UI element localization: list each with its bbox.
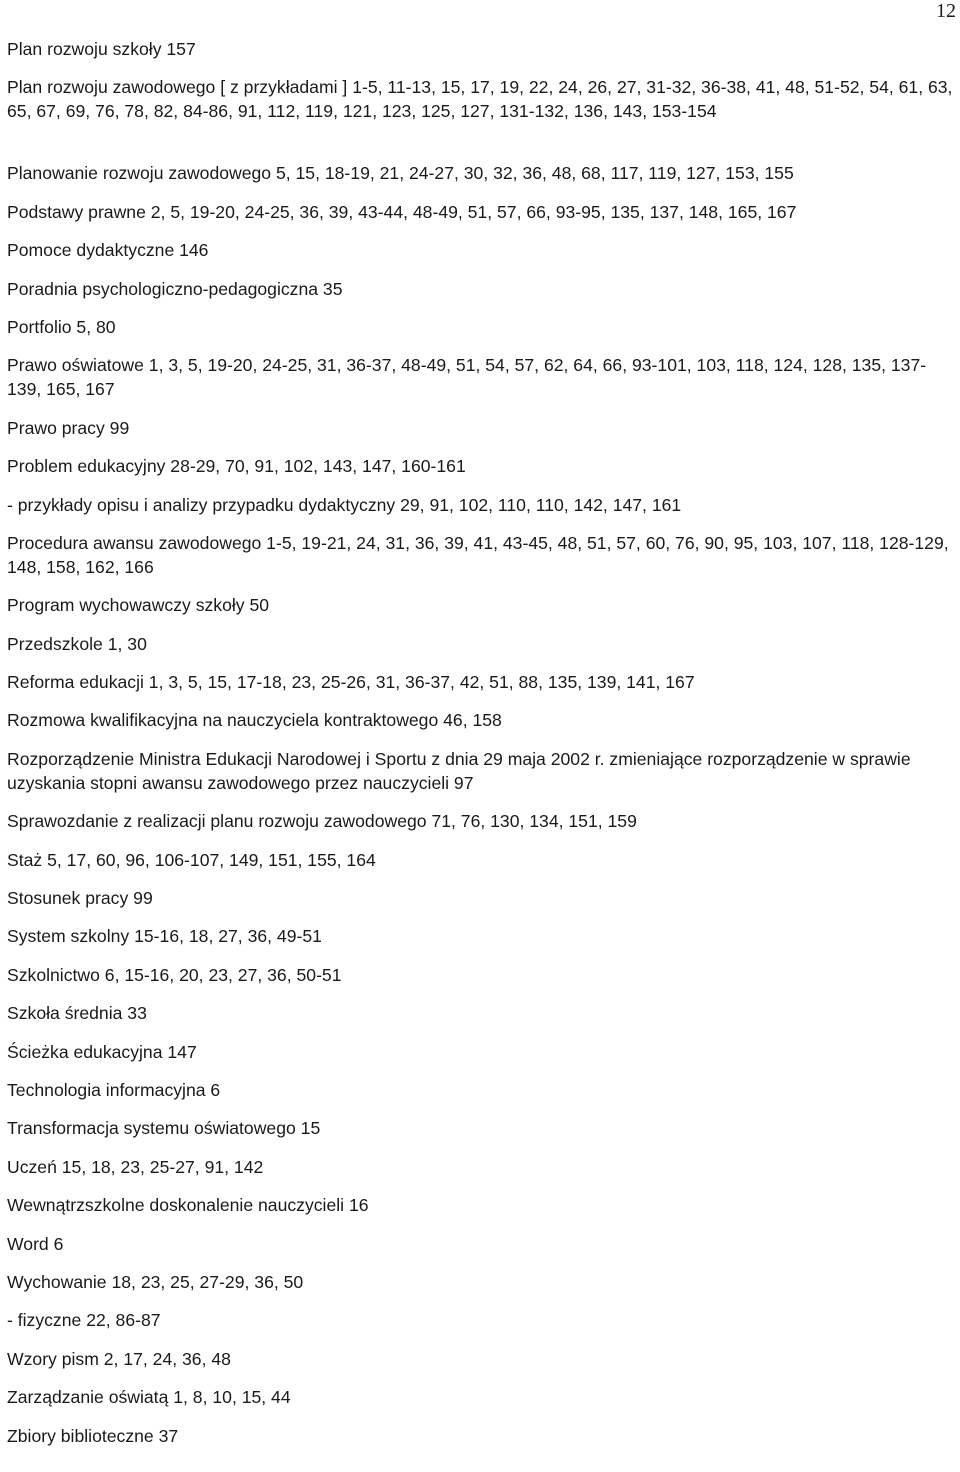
index-entry: Plan rozwoju szkoły 157: [7, 39, 196, 59]
page-number: 12: [936, 0, 956, 22]
index-subentry: - fizyczne 22, 86-87: [7, 1310, 161, 1331]
index-entry: Prawo pracy 99: [7, 417, 130, 438]
index-entry: System szkolny 15-16, 18, 27, 36, 49-51: [7, 926, 322, 947]
index-entry: Uczeń 15, 18, 23, 25-27, 91, 142: [7, 1156, 264, 1177]
index-entry: Szkolnictwo 6, 15-16, 20, 23, 27, 36, 50-51: [7, 964, 342, 985]
index-entry: Plan rozwoju zawodowego [ z przykładami ] 1-5, 11-13, 15, 17, 19, 22, 24, 26, 27, 31-32, 36-38, 41, 48, 51-52, 54, 61, 63, 65, 67, 69, 76, 78, 82, 84-86, 91, 112, 119, 121, 123, 125, 127, 131-132, 136, 143, 153-154: [7, 77, 953, 122]
index-entry: Technologia informacyjna 6: [7, 1079, 221, 1100]
index-entry: Reforma edukacji 1, 3, 5, 15, 17-18, 23, 25-26, 31, 36-37, 42, 51, 88, 135, 139, 141, 167: [7, 672, 695, 693]
index-entry: Program wychowawczy szkoły 50: [7, 595, 270, 616]
index-entry: Sprawozdanie z realizacji planu rozwoju zawodowego 71, 76, 130, 134, 151, 159: [7, 811, 637, 832]
index-entry: Poradnia psychologiczno-pedagogiczna 35: [7, 278, 343, 299]
index-entry: Portfolio 5, 80: [7, 316, 116, 337]
index-entry: Wychowanie 18, 23, 25, 27-29, 36, 50: [7, 1271, 304, 1292]
index-entry: Problem edukacyjny 28-29, 70, 91, 102, 143, 147, 160-161: [7, 456, 466, 477]
index-entry: Staż 5, 17, 60, 96, 106-107, 149, 151, 155, 164: [7, 849, 376, 870]
index-entry: Pomoce dydaktyczne 146: [7, 240, 209, 261]
index-entry: Zarządzanie oświatą 1, 8, 10, 15, 44: [7, 1387, 291, 1408]
index-entry: Przedszkole 1, 30: [7, 633, 147, 654]
index-entry: Rozmowa kwalifikacyjna na nauczyciela kontraktowego 46, 158: [7, 710, 502, 731]
index-entry: Procedura awansu zawodowego 1-5, 19-21, 24, 31, 36, 39, 41, 43-45, 48, 51, 57, 60, 76, 90, 95, 103, 107, 118, 128-129, 148, 158, 162, 166: [7, 532, 949, 577]
index-entry: Ścieżka edukacyjna 147: [7, 1041, 197, 1062]
subject-index: [7, 37, 953, 1460]
index-entry: Stosunek pracy 99: [7, 888, 153, 909]
index-subentry: - przykłady opisu i analizy przypadku dydaktyczny 29, 91, 102, 110, 110, 142, 147, 161: [7, 494, 682, 515]
index-entry: Zbiory biblioteczne 37: [7, 1425, 179, 1446]
index-entry: Szkoła średnia 33: [7, 1003, 147, 1024]
index-entry: Wzory pism 2, 17, 24, 36, 48: [7, 1348, 231, 1369]
index-entry: Word 6: [7, 1233, 64, 1254]
index-entry: Prawo oświatowe 1, 3, 5, 19-20, 24-25, 31, 36-37, 48-49, 51, 54, 57, 62, 64, 66, 93-101, 103, 118, 124, 128, 135, 137-139, 165, 167: [7, 355, 927, 400]
index-entry: Podstawy prawne 2, 5, 19-20, 24-25, 36, 39, 43-44, 48-49, 51, 57, 66, 93-95, 135, 137, 148, 165, 167: [7, 201, 797, 222]
index-entry: Transformacja systemu oświatowego 15: [7, 1118, 321, 1139]
index-entry: Wewnątrzszkolne doskonalenie nauczycieli 16: [7, 1195, 369, 1216]
index-entry: Rozporządzenie Ministra Edukacji Narodowej i Sportu z dnia 29 maja 2002 r. zmieniające rozporządzenie w sprawie uzyskania stopni awansu zawodowego przez nauczycieli 97: [7, 748, 911, 793]
index-entry: Planowanie rozwoju zawodowego 5, 15, 18-19, 21, 24-27, 30, 32, 36, 48, 68, 117, 119, 127, 153, 155: [7, 163, 794, 184]
